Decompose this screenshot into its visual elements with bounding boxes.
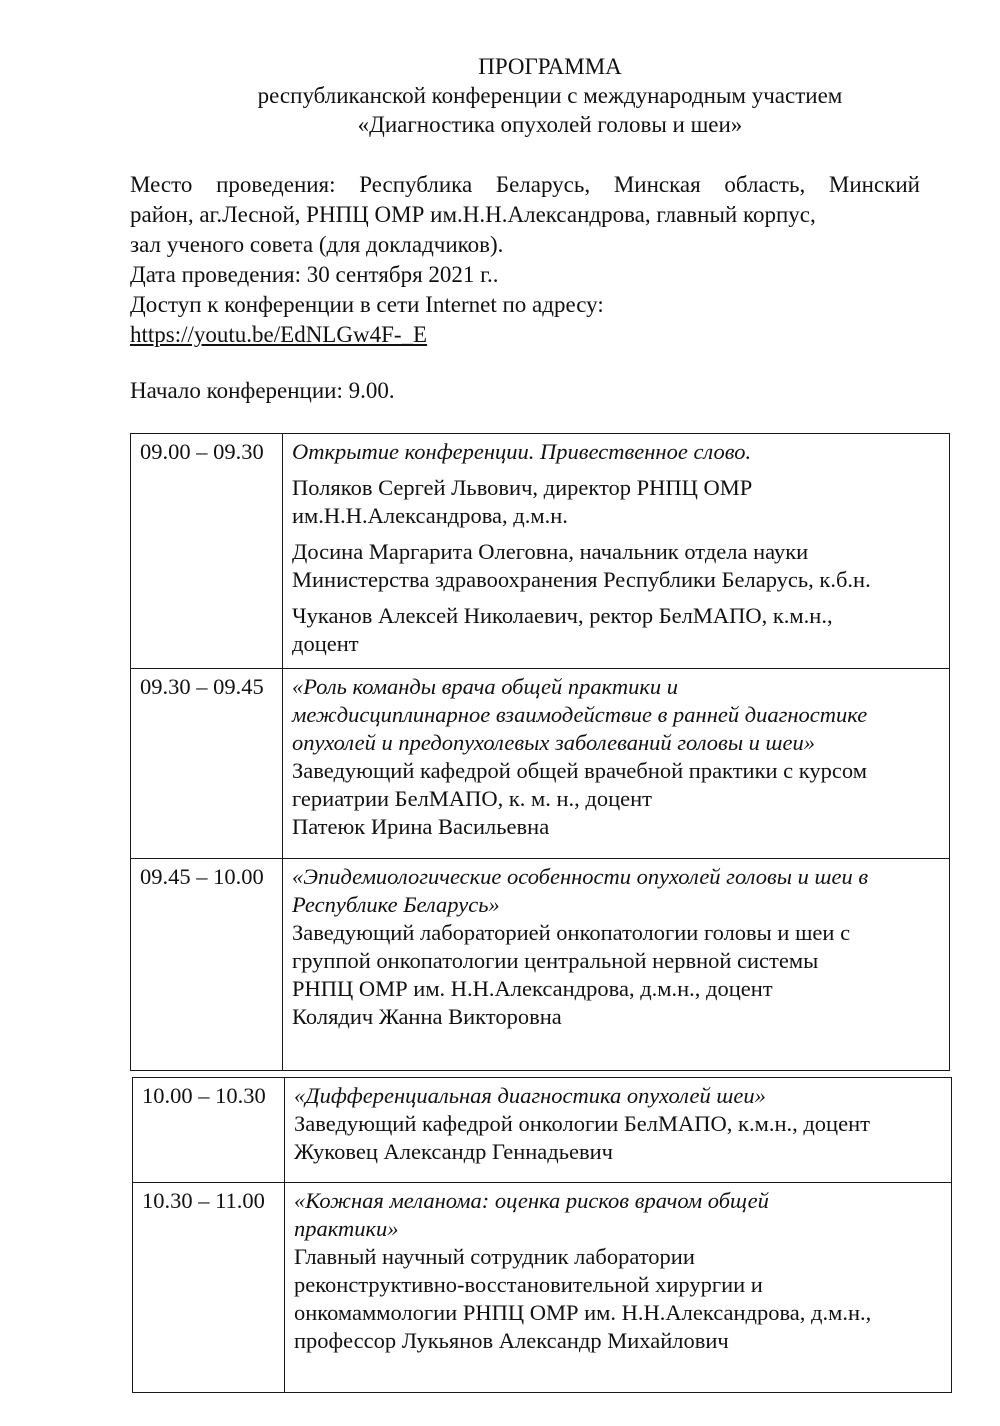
session-title: «Кожная меланома: оценка рисков врачом общей (294, 1188, 769, 1213)
session-details (285, 1078, 951, 1172)
session-title: Открытие конференции. Привественное слово. (292, 439, 752, 464)
program-header (160, 52, 940, 139)
conference-date: Дата проведения: 30 сентября 2021 г.. (130, 262, 499, 287)
speaker-line: Чуканов Алексей Николаевич, ректор БелМАПО, к.м.н., (292, 603, 833, 628)
speaker-line: Министерства здравоохранения Республики Беларусь, к.б.н. (292, 567, 871, 592)
speaker-line: Досина Маргарита Олеговна, начальник отдела науки (292, 539, 809, 564)
speaker-line: доцент (292, 631, 359, 656)
speaker-line: Колядич Жанна Викторовна (292, 1004, 562, 1029)
speaker-line: Жуковец Александр Геннадьевич (294, 1139, 613, 1164)
conference-info (130, 170, 920, 350)
schedule-row (131, 858, 949, 1070)
speaker-line: онкомаммологии РНПЦ ОМР им. Н.Н.Александрова, д.м.н., (294, 1300, 872, 1325)
session-time: 09.45 – 10.00 (131, 859, 283, 1070)
session-title: Республике Беларусь» (292, 892, 500, 917)
speaker-line: Заведующий кафедрой онкологии БелМАПО, к.м.н., доцент (294, 1111, 870, 1136)
speaker-line: Главный научный сотрудник лаборатории (294, 1244, 695, 1269)
speaker-line: им.Н.Н.Александрова, д.м.н. (292, 503, 568, 528)
session-details (283, 434, 949, 664)
venue-line-1: Место проведения: Республика Беларусь, Минская область, Минский (130, 172, 920, 197)
speaker-line: группой онкопатологии центральной нервной системы (292, 948, 819, 973)
speaker-line: Поляков Сергей Львович, директор РНПЦ ОМР (292, 475, 753, 500)
conference-start: Начало конференции: 9.00. (130, 378, 395, 403)
session-title: «Роль команды врача общей практики и (292, 674, 679, 699)
speaker-line: РНПЦ ОМР им. Н.Н.Александрова, д.м.н., доцент (292, 976, 773, 1001)
schedule-table-part-1 (130, 433, 950, 1071)
session-title: практики» (294, 1216, 399, 1241)
session-title: междисциплинарное взаимодействие в ранней диагностике (292, 702, 868, 727)
conference-name: «Диагностика опухолей головы и шеи» (357, 112, 743, 137)
schedule-row (133, 1182, 951, 1392)
session-time: 09.30 – 09.45 (131, 669, 283, 858)
program-title: ПРОГРАММА (478, 54, 622, 79)
schedule-table-part-2 (132, 1077, 952, 1393)
schedule-row (131, 434, 949, 668)
stream-link[interactable]: https://youtu.be/EdNLGw4F-_E (130, 322, 428, 347)
venue-line-2: район, аг.Лесной, РНПЦ ОМР им.Н.Н.Александрова, главный корпус, (130, 202, 816, 227)
venue-line-3: зал ученого совета (для докладчиков). (130, 232, 504, 257)
speaker-line: реконструктивно-восстановительной хирургии и (294, 1272, 763, 1297)
speaker-line: профессор Лукьянов Александр Михайлович (294, 1328, 729, 1353)
speaker-line: Заведующий кафедрой общей врачебной практики с курсом (292, 758, 867, 783)
session-time: 10.30 – 11.00 (133, 1183, 285, 1392)
schedule-row (131, 668, 949, 858)
access-text: Доступ к конференции в сети Internet по адресу: (130, 292, 604, 317)
schedule-row (133, 1078, 951, 1182)
session-details (283, 669, 949, 847)
speaker-line: Патеюк Ирина Васильевна (292, 814, 550, 839)
session-title: «Дифференциальная диагностика опухолей шеи» (294, 1083, 766, 1108)
session-time: 09.00 – 09.30 (131, 434, 283, 668)
session-title: опухолей и предопухолевых заболеваний головы и шеи» (292, 730, 816, 755)
session-details (285, 1183, 951, 1361)
speaker-line: Заведующий лабораторией онкопатологии головы и шеи с (292, 920, 851, 945)
program-subtitle: республиканской конференции с международным участием (257, 83, 843, 108)
session-details (283, 859, 949, 1037)
speaker-line: гериатрии БелМАПО, к. м. н., доцент (292, 786, 652, 811)
session-title: «Эпидемиологические особенности опухолей головы и шеи в (292, 864, 869, 889)
session-time: 10.00 – 10.30 (133, 1078, 285, 1182)
